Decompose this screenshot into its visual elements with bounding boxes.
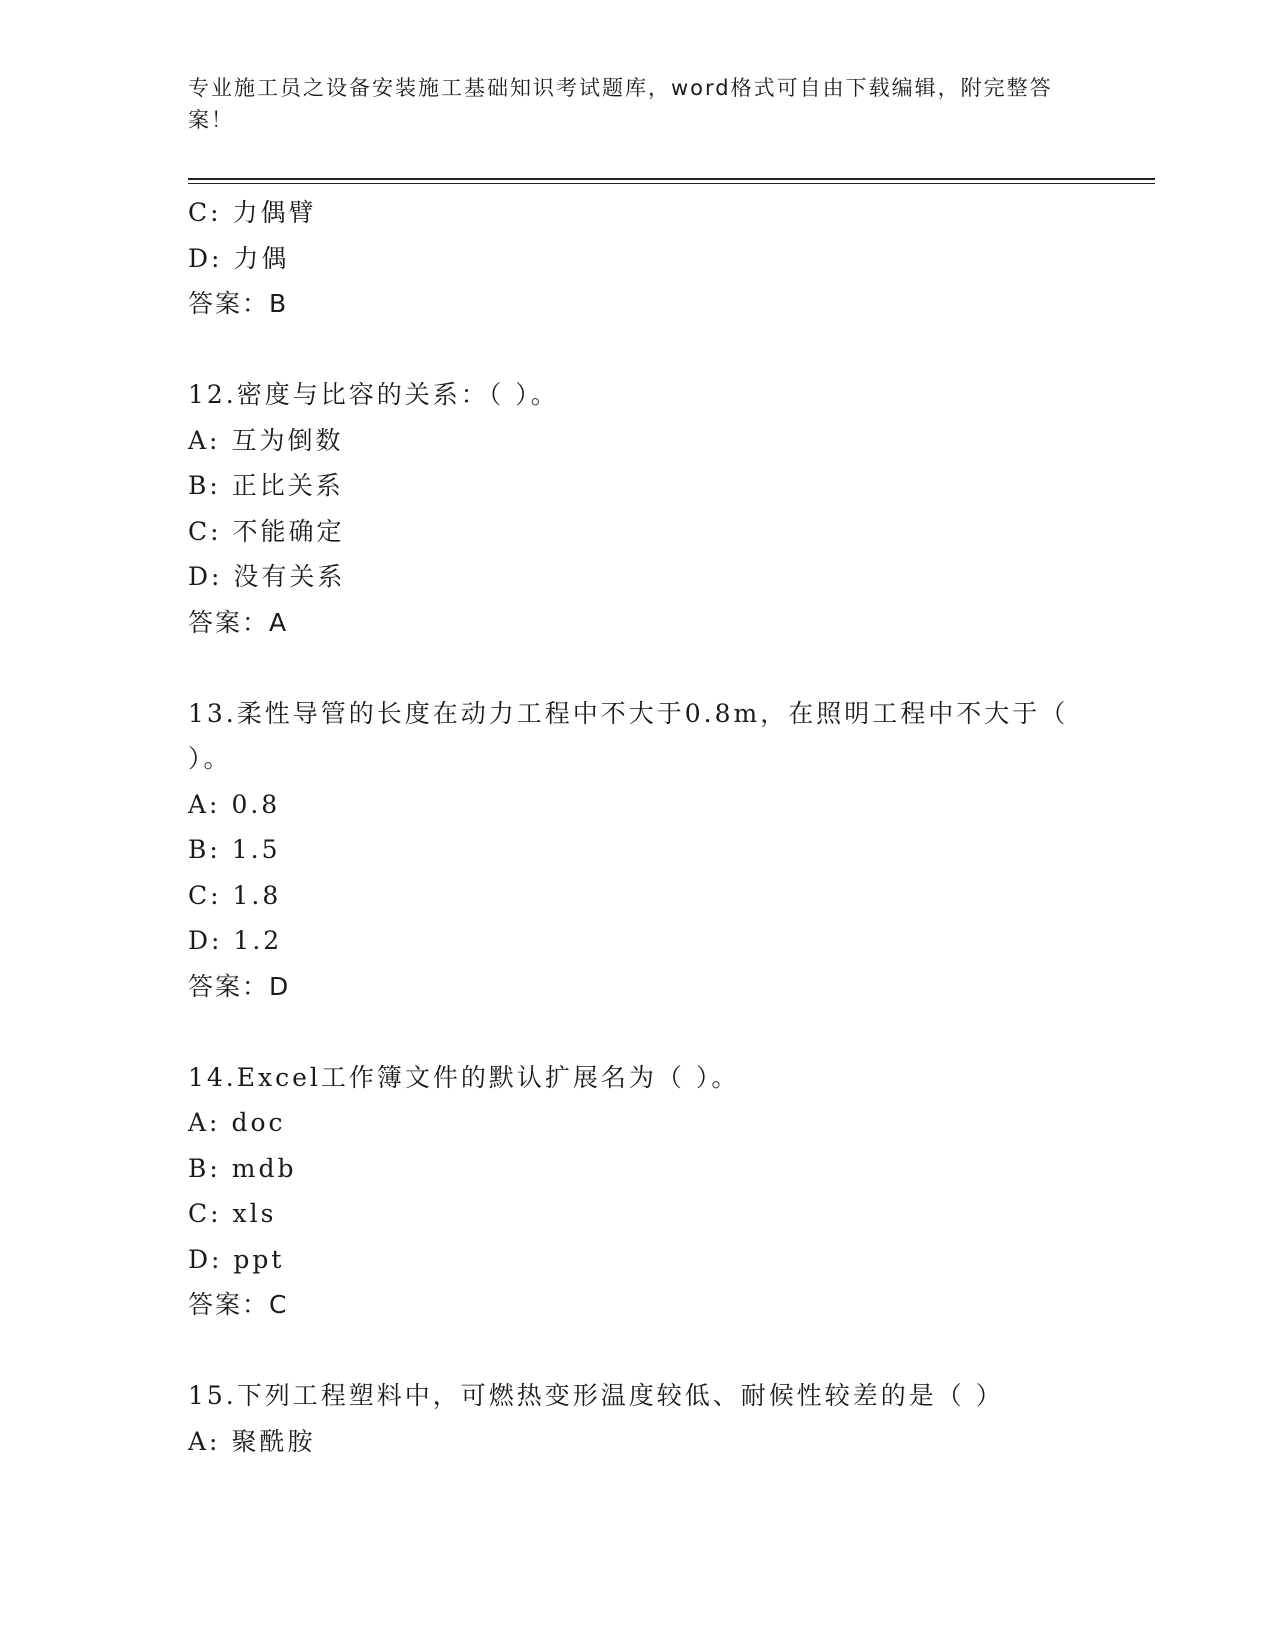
option-text: 力偶 [233,243,290,273]
question-text: 14.Excel工作簿文件的默认扩展名为（ ）。 [188,1062,740,1092]
question-content [188,190,1088,1464]
question-text: 15.下列工程塑料中，可燃热变形温度较低、耐候性较差的是（ ） [188,1381,1004,1410]
spacer [188,327,1088,373]
answer-line: 答案：C [188,1290,289,1319]
option-key: B: [188,1153,221,1183]
option-key: D: [188,926,223,955]
option-text: 1.2 [233,926,283,955]
header-rule-thick [188,178,1155,180]
option-key: A: [188,789,221,819]
option-line [188,1237,1088,1283]
spacer [188,645,1088,691]
option-line [188,782,1088,828]
option-text: 聚酰胺 [231,1426,316,1456]
option-line [188,918,1088,964]
option-key: C: [188,1199,222,1228]
option-line [188,418,1088,464]
option-key: D: [188,243,223,273]
option-key: C: [188,880,222,910]
answer-line: 答案：A [188,607,289,637]
option-text: mdb [231,1153,297,1183]
option-line [188,509,1088,555]
continued-question [188,190,1088,327]
option-line [188,1146,1088,1192]
option-key: B: [188,835,221,864]
question-text: 12.密度与比容的关系：（ ）。 [188,380,559,409]
answer-line: 答案：B [188,289,289,318]
option-key: A: [188,1426,221,1456]
question-13 [188,691,1088,1010]
option-line [188,873,1088,919]
option-key: C: [188,198,222,227]
option-text: ppt [233,1244,285,1274]
option-key: D: [188,1244,223,1274]
option-key: A: [188,1108,221,1137]
header-rule-thin [188,183,1155,184]
option-line [188,1191,1088,1237]
spacer [188,1328,1088,1374]
option-text: 不能确定 [232,516,345,546]
option-line [188,827,1088,873]
option-text: 力偶臂 [232,198,317,227]
page-header: 专业施工员之设备安装施工基础知识考试题库，word格式可自由下载编辑，附完整答案！ [188,76,1053,132]
option-text: 正比关系 [231,471,344,500]
option-key: C: [188,516,222,546]
option-line [188,190,1088,236]
option-line [188,554,1088,600]
option-text: 没有关系 [233,562,346,591]
option-text: xls [232,1199,277,1228]
option-text: 互为倒数 [231,425,344,455]
question-12 [188,372,1088,645]
option-text: 1.8 [232,880,282,910]
option-key: D: [188,562,223,591]
option-text: doc [231,1108,286,1137]
answer-line: 答案：D [188,971,291,1001]
option-text: 0.8 [231,789,281,819]
spacer [188,1009,1088,1055]
option-text: 1.5 [231,835,281,864]
option-line [188,1419,1088,1465]
question-15 [188,1373,1088,1464]
option-key: B: [188,471,221,500]
option-line [188,463,1088,509]
question-text: 13.柔性导管的长度在动力工程中不大于0.8m，在照明工程中不大于（ ）。 [188,698,1069,773]
question-14 [188,1055,1088,1328]
option-line [188,1100,1088,1146]
option-line [188,236,1088,282]
option-key: A: [188,425,221,455]
